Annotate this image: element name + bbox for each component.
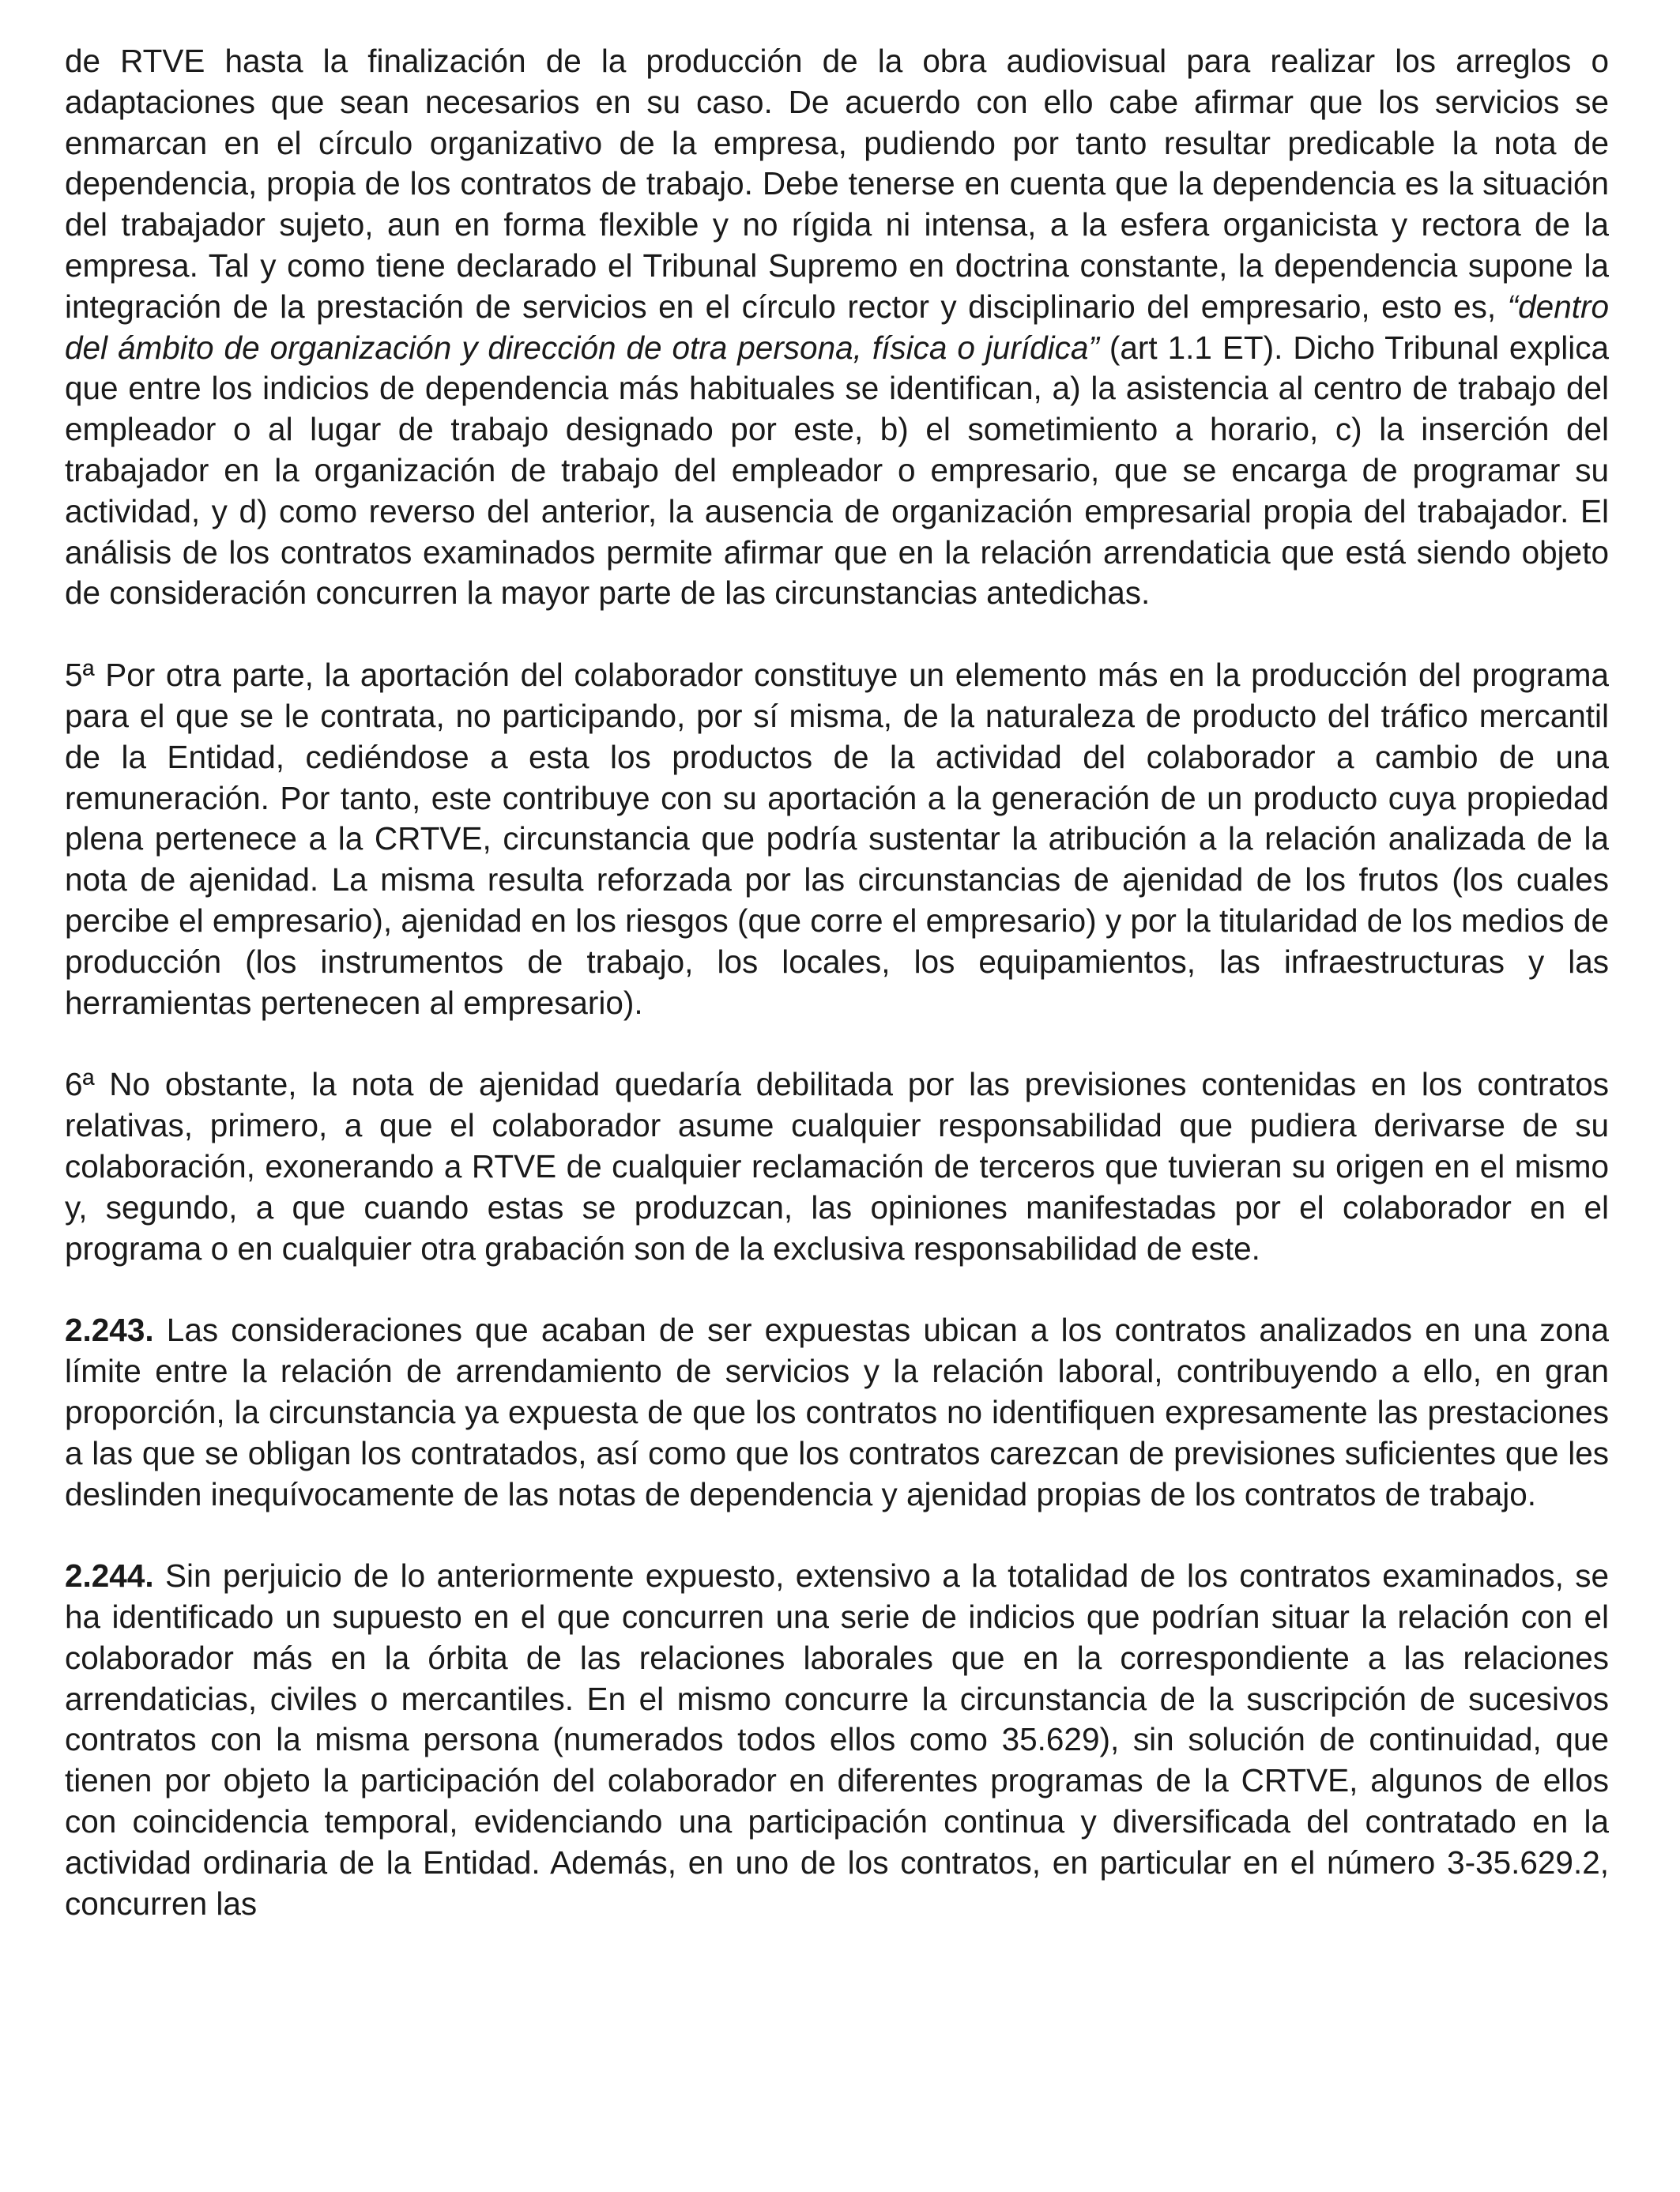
paragraph-point-5 [65, 655, 1609, 1023]
paragraph-point-6 [65, 1064, 1609, 1269]
paragraph-2-244 [65, 1556, 1609, 1924]
paragraph-text: (art 1.1 ET). Dicho Tribunal explica que entre los indicios de dependencia más habituales se identifican, a) la asistencia al centro de trabajo del empleador o al lugar de trabajo designado por este, b) el sometimiento a horario, c) la inserción del trabajador en la organización de trabajo del empleador o empresario, que se encarga de programar su actividad, y d) como reverso del anterior, la ausencia de organización empresarial propia del trabajador. El análisis de los contratos examinados permite afirmar que en la relación arrendaticia que está siendo objeto de consideración concurren la mayor parte de las circunstancias antedichas. [65, 329, 1609, 612]
legal-quote: “dentro del ámbito de organización y dirección de otra persona, física o jurídica” [65, 288, 1609, 366]
document-page [65, 41, 1609, 1924]
paragraph-text: 6ª No obstante, la nota de ajenidad quedaría debilitada por las previsiones contenidas en los contratos relativas, primero, a que el colaborador asume cualquier responsabilidad que pudiera derivarse de su colaboración, exonerando a RTVE de cualquier reclamación de terceros que tuvieran su origen en el mismo y, segundo, a que cuando estas se produzcan, las opiniones manifestadas por el colaborador en el programa o en cualquier otra grabación son de la exclusiva responsabilidad de este. [65, 1066, 1609, 1267]
paragraph-text: Las consideraciones que acaban de ser expuestas ubican a los contratos analizados en una zona límite entre la relación de arrendamiento de servicios y la relación laboral, contribuyendo a ello, en gran proporción, la circunstancia ya expuesta de que los contratos no identifiquen expresamente las prestaciones a las que se obligan los contratados, así como que los contratos carezcan de previsiones suficientes que les deslinden inequívocamente de las notas de dependencia y ajenidad propias de los contratos de trabajo. [65, 1312, 1609, 1512]
paragraph-number: 2.243. [65, 1312, 154, 1349]
paragraph-text: Sin perjuicio de lo anteriormente expuesto, extensivo a la totalidad de los contratos examinados, se ha identificado un supuesto en el que concurren una serie de indicios que podrían situar la relación con el colaborador más en la órbita de las relaciones laborales que en la correspondiente a las relaciones arrendaticias, civiles o mercantiles. En el mismo concurre la circunstancia de la suscripción de sucesivos contratos con la misma persona (numerados todos ellos como 35.629), sin solución de continuidad, que tienen por objeto la participación del colaborador en diferentes programas de la CRTVE, algunos de ellos con coincidencia temporal, evidenciando una participación continua y diversificada del contratado en la actividad ordinaria de la Entidad. Además, en uno de los contratos, en particular en el número 3-35.629.2, concurren las [65, 1557, 1609, 1922]
paragraph-text: 5ª Por otra parte, la aportación del colaborador constituye un elemento más en la producción del programa para el que se le contrata, no participando, por sí misma, de la naturaleza de producto del tráfico mercantil de la Entidad, cediéndose a esta los productos de la actividad del colaborador a cambio de una remuneración. Por tanto, este contribuye con su aportación a la generación de un producto cuya propiedad plena pertenece a la CRTVE, circunstancia que podría sustentar la atribución a la relación analizada de la nota de ajenidad. La misma resulta reforzada por las circunstancias de ajenidad de los frutos (los cuales percibe el empresario), ajenidad en los riesgos (que corre el empresario) y por la titularidad de los medios de producción (los instrumentos de trabajo, los locales, los equipamientos, las infraestructuras y las herramientas pertenecen al empresario). [65, 657, 1609, 1021]
paragraph-dependencia [65, 41, 1609, 614]
paragraph-text: de RTVE hasta la finalización de la producción de la obra audiovisual para realizar los arreglos o adaptaciones que sean necesarios en su caso. De acuerdo con ello cabe afirmar que los servicios se enmarcan en el círculo organizativo de la empresa, pudiendo por tanto resultar predicable la nota de dependencia, propia de los contratos de trabajo. Debe tenerse en cuenta que la dependencia es la situación del trabajador sujeto, aun en forma flexible y no rígida ni intensa, a la esfera organicista y rectora de la empresa. Tal y como tiene declarado el Tribunal Supremo en doctrina constante, la dependencia supone la integración de la prestación de servicios en el círculo rector y disciplinario del empresario, esto es, [65, 43, 1609, 325]
paragraph-number: 2.244. [65, 1557, 154, 1595]
paragraph-2-243 [65, 1310, 1609, 1515]
